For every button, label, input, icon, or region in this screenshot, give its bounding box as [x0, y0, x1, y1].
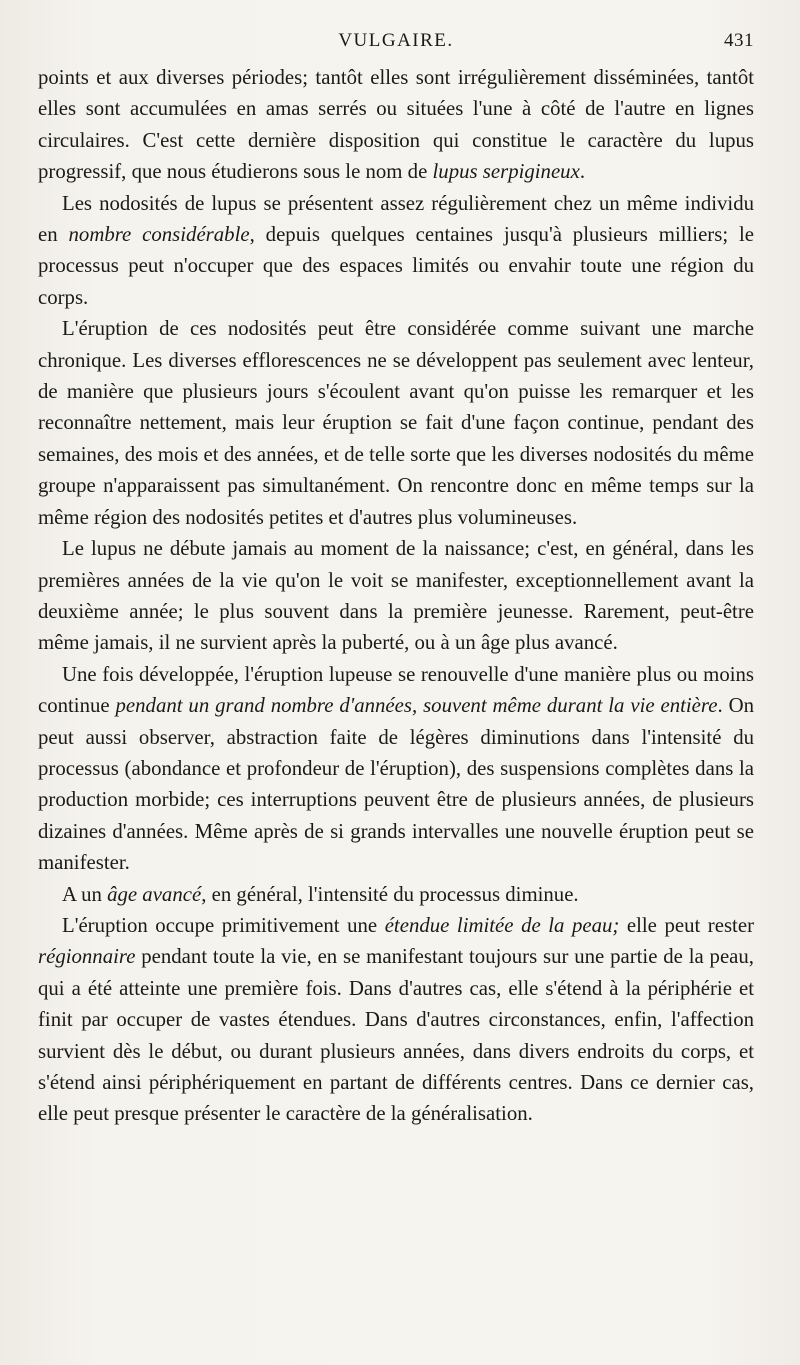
text-run: A un — [62, 882, 108, 906]
text-run: pendant toute la vie, en se manifestant toujours sur une partie de la peau, qui a été atteinte une première fois. Dans d'autres cas, elle s'étend à la périphérie et finit par occuper de vastes étendues. Dans d'autres circonstances, enfin, l'affection survient dès le début, ou durant plusieurs années, dans divers endroits du corps, et s'étend ainsi périphériquement en partant de différents centres. Dans ce dernier cas, elle peut presque présenter le caractère de la généralisation. — [38, 945, 754, 1126]
text-run: Les nodosités de lupus se présentent assez régulièrement chez un même individu en — [38, 191, 754, 247]
italic-run: régionnaire — [38, 945, 136, 969]
text-run: Le lupus ne débute jamais au moment de la naissance; c'est, en général, dans les premières années de la vie qu'on le voit se manifester, exceptionnellement avant la deuxième année; le plus souvent dans la première jeunesse. Rarement, peut-être même jamais, il ne survient après la puberté, ou à un âge plus avancé. — [38, 537, 754, 655]
text-run: . — [579, 160, 586, 184]
text-run: . On peut aussi observer, abstraction faite de légères diminutions dans l'intensité du processus (abondance et profondeur de l'éruption), des suspensions complètes dans la production morbide; ces interruptions peuvent être de plusieurs années, de plusieurs dizaines d'années. Même après de si grands intervalles une nouvelle éruption peut se manifester. — [38, 694, 754, 875]
body-text — [38, 62, 754, 1130]
page-number: 431 — [724, 30, 754, 51]
italic-run: nombre considérable — [68, 223, 250, 247]
running-header — [38, 26, 754, 62]
paragraph — [38, 188, 754, 314]
text-run: points et aux diverses périodes; tantôt elles sont irrégulièrement disséminées, tantôt elles sont accumulées en amas serrés ou situées l'une à côté de l'autre en lignes circulaires. C'est cette dernière disposition qui constitue le caractère du lupus progressif, que nous étudierons sous le nom de — [38, 66, 754, 184]
italic-run: lupus serpigineux — [432, 160, 580, 184]
paragraph — [38, 533, 754, 659]
paragraph — [38, 910, 754, 1130]
paragraph — [38, 659, 754, 879]
italic-run: âge avancé — [107, 882, 202, 906]
italic-run: pendant un grand nombre d'années, souvent même durant la vie entière — [115, 694, 718, 718]
text-run: elle peut rester — [619, 913, 754, 937]
paragraph — [38, 879, 754, 910]
text-run: , depuis quelques centaines jusqu'à plusieurs milliers; le processus peut n'occuper que des espaces limités ou envahir toute une région du corps. — [38, 223, 754, 309]
italic-run: étendue limitée de la peau; — [384, 913, 620, 937]
running-title: VULGAIRE. — [338, 30, 454, 51]
paragraph — [38, 313, 754, 533]
text-run: , en général, l'intensité du processus diminue. — [201, 882, 579, 906]
text-run: L'éruption de ces nodosités peut être considérée comme suivant une marche chronique. Les diverses efflorescences ne se développent pas seulement avec lenteur, de manière que plusieurs jours s'écoulent avant qu'on puisse les remarquer et les reconnaître nettement, mais leur éruption se fait d'une façon continue, pendant des semaines, des mois et des années, et de telle sorte que les diverses nodosités du même groupe n'apparaissent pas simultanément. On rencontre donc en même temps sur la même région des nodosités petites et d'autres plus volumineuses. — [38, 317, 754, 529]
text-run: L'éruption occupe primitivement une — [62, 913, 385, 937]
text-run: Une fois développée, l'éruption lupeuse se renouvelle d'une manière plus ou moins continue — [38, 662, 754, 718]
paragraph-continued — [38, 62, 754, 188]
